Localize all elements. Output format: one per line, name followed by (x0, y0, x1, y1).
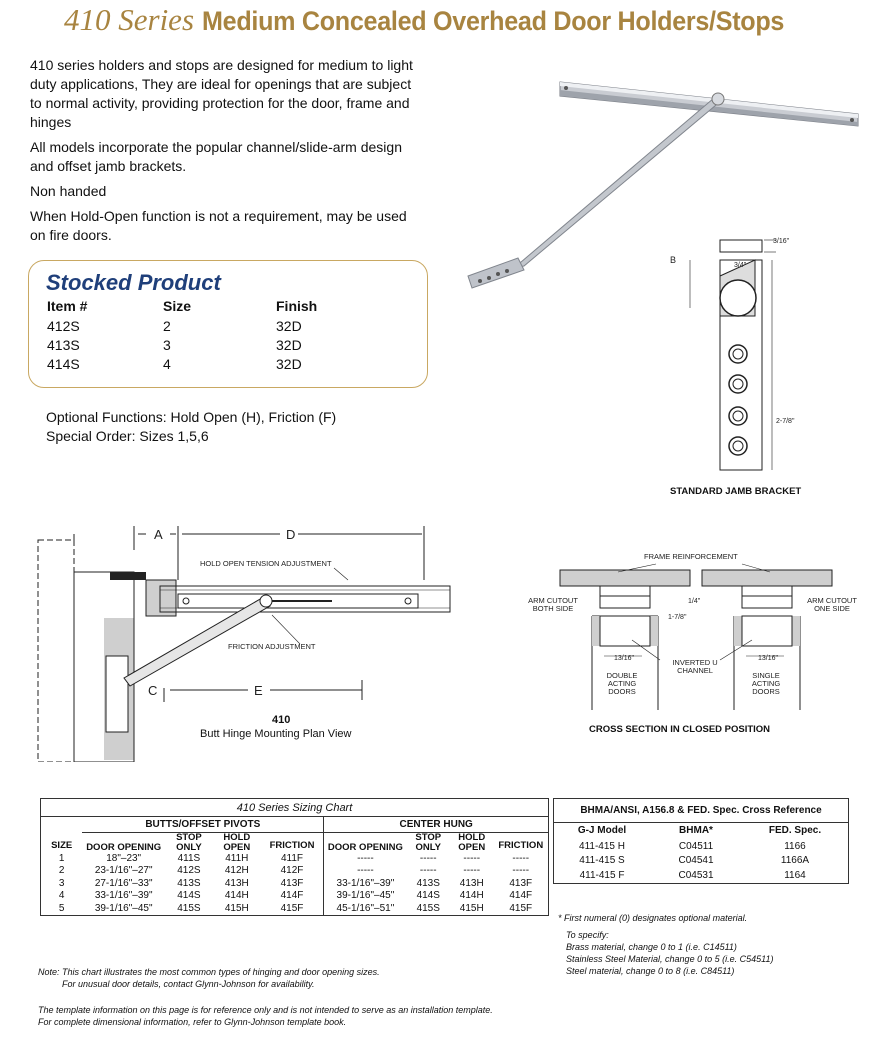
title-main: Medium Concealed Overhead Door Holders/Stops (202, 6, 785, 36)
table-cell: 413H (459, 877, 484, 889)
table-cell: 1166A (780, 855, 810, 866)
table-cell: ----- (419, 852, 437, 864)
table-cell: 33-1/16"–39" (94, 890, 153, 901)
table-cell: 1166 (784, 840, 806, 852)
dim-1-4: 1/4" (688, 598, 701, 605)
table-cell: C04531 (678, 869, 714, 881)
intro-paragraph: Non handed (30, 183, 107, 199)
table-row (554, 840, 848, 855)
col-friction-ch: FRICTION (498, 840, 544, 851)
table-cell: 415H (224, 902, 249, 914)
table-cell: 3 (58, 877, 65, 889)
table-cell: 411F (261, 853, 324, 866)
table-cell: 413H (224, 877, 249, 889)
table-cell: 411-415 S (579, 855, 625, 866)
table-cell: 414S (416, 890, 440, 901)
plan-view-caption: Butt Hinge Mounting Plan View (200, 728, 352, 740)
stainless-line: Stainless Steel Material, change 0 to 5 (i.e. C54511) (566, 954, 774, 964)
table-row (554, 869, 848, 884)
dim-b: B (670, 255, 677, 265)
table-cell: 1 (58, 852, 65, 864)
chart-note-line: Note: This chart illustrates the most common types of hinging and door opening sizes. (38, 967, 380, 977)
inverted-u-channel-label: INVERTED U CHANNEL (672, 658, 718, 675)
table-row (554, 854, 848, 869)
table-cell: 414F (509, 890, 533, 901)
dim-13-16-double: 13/16" (614, 655, 635, 662)
jamb-bracket-drawing (660, 236, 800, 476)
table-cell: 415H (459, 902, 484, 914)
chart-note (38, 966, 380, 990)
table-cell: 39-1/16"–45" (94, 902, 153, 914)
double-acting-label: DOUBLE ACTING DOORS (606, 671, 638, 696)
table-cell: 415F (509, 902, 533, 914)
table-cell: 414H (224, 890, 249, 901)
table-cell: 413F (509, 877, 533, 889)
table-cell: 411-415 H (579, 840, 625, 852)
dim-e: E (254, 683, 263, 698)
table-cell: 413S (416, 877, 440, 889)
table-cell: 415S (177, 902, 201, 914)
table-cell: 414H (459, 890, 484, 901)
table-cell: C04511 (678, 840, 714, 852)
table-cell: ----- (419, 865, 437, 876)
bhma-cross-reference (553, 798, 849, 884)
bhma-note-line: * First numeral (0) designates optional material. (558, 913, 748, 923)
table-cell: 33-1/16"–39" (336, 877, 395, 889)
stock-cell: 32D (276, 318, 302, 334)
intro-paragraph: 410 series holders and stops are designed for medium to light duty applications, They are ideal for openings that are subject to normal activity, providing protection for the door, frame and hinges (30, 57, 413, 130)
table-cell: 413F (261, 878, 324, 891)
table-cell: 45-1/16"–51" (336, 902, 395, 914)
table-row (41, 903, 548, 916)
table-cell: 415F (261, 903, 324, 916)
stock-cell: 4 (163, 356, 171, 372)
stock-cell: 32D (276, 337, 302, 353)
arm-cutout-both-label: ARM CUTOUT BOTH SIDE (528, 596, 578, 613)
table-row (41, 878, 548, 891)
table-cell: 39-1/16"–45" (336, 890, 395, 901)
stocked-product-title: Stocked Product (46, 270, 221, 295)
col-friction: FRICTION (261, 832, 324, 853)
dim-c: C (148, 683, 158, 698)
optional-functions (46, 408, 336, 446)
bhma-col-bhma: BHMA* (679, 825, 713, 836)
table-cell: ----- (512, 865, 530, 876)
group-center-hung: CENTER HUNG (324, 817, 548, 832)
special-order-line: Special Order: Sizes 1,5,6 (46, 428, 209, 444)
cross-section-caption: CROSS SECTION IN CLOSED POSITION (589, 724, 771, 735)
table-row (41, 865, 548, 878)
steel-line: Steel material, change 0 to 8 (i.e. C84511) (566, 966, 735, 976)
page-title (64, 2, 828, 38)
table-cell: 2 (58, 865, 65, 876)
dim-1-7-8: 1-7/8" (668, 614, 687, 621)
col-hold-open: HOLD OPEN (223, 831, 251, 853)
table-cell: 27-1/16"–33" (94, 877, 153, 889)
table-cell: ----- (463, 865, 481, 876)
table-cell: 414F (261, 890, 324, 903)
bhma-table (554, 823, 848, 883)
table-cell: 413S (177, 877, 201, 889)
cross-section-drawing (552, 560, 836, 720)
table-cell: 23-1/16"–27" (94, 865, 153, 876)
table-cell: C04541 (678, 855, 714, 866)
col-size: SIZE (51, 840, 73, 851)
specify-line: To specify: (566, 930, 609, 940)
friction-adjust-label: FRICTION ADJUSTMENT (228, 642, 316, 651)
dim-d: D (286, 527, 296, 542)
optional-line: Optional Functions: Hold Open (H), Friction (F) (46, 409, 337, 425)
table-cell: 415S (416, 902, 440, 914)
table-cell: ----- (512, 852, 530, 864)
dim-a: A (154, 527, 163, 542)
footer-line: For complete dimensional information, refer to Glynn-Johnson template book. (38, 1017, 347, 1027)
table-cell: 412H (224, 865, 249, 876)
table-cell: 5 (58, 902, 65, 914)
table-cell: 411-415 F (579, 869, 625, 881)
intro-paragraph: All models incorporate the popular channel/slide-arm design and offset jamb brackets. (30, 139, 402, 174)
jamb-bracket-caption: STANDARD JAMB BRACKET (670, 486, 802, 497)
table-cell: ----- (357, 865, 374, 876)
footer-note (38, 1004, 493, 1028)
col-stop-only: STOP ONLY (176, 831, 202, 853)
sizing-table (41, 817, 548, 915)
table-cell: ----- (463, 852, 481, 864)
stock-cell: 2 (163, 318, 171, 334)
single-acting-label: SINGLE ACTING DOORS (751, 671, 781, 696)
sizing-chart-caption: 410 Series Sizing Chart (41, 799, 548, 817)
hold-open-adjust-label: HOLD OPEN TENSION ADJUSTMENT (200, 559, 332, 568)
arm-cutout-one-label: ARM CUTOUT ONE SIDE (807, 596, 857, 613)
stock-header-item: Item # (47, 298, 88, 314)
dim-3-4: 3/4" (734, 262, 747, 269)
stock-cell: 3 (163, 337, 171, 353)
chart-note-line: For unusual door details, contact Glynn-Johnson for availability. (62, 979, 315, 989)
dim-3-16: 3/16" (773, 238, 790, 245)
col-door-opening: DOOR OPENING (86, 841, 162, 853)
col-stop-only-ch: STOP ONLY (415, 831, 442, 853)
table-cell: 412F (261, 865, 324, 878)
title-series: 410 Series (64, 2, 195, 37)
dim-2-7-8: 2-7/8" (776, 418, 795, 425)
table-cell: 1164 (784, 869, 806, 881)
bhma-notes (558, 912, 773, 977)
stock-cell: 32D (276, 356, 302, 372)
stock-cell: 412S (47, 318, 80, 334)
table-cell: 4 (58, 890, 65, 901)
col-hold-open-ch: HOLD OPEN (458, 831, 486, 853)
bhma-col-fed: FED. Spec. (768, 825, 822, 836)
table-row (41, 853, 548, 866)
intro-text (30, 56, 425, 251)
table-cell: 414S (177, 890, 201, 901)
table-cell: 411S (177, 852, 201, 864)
plan-view-drawing (30, 520, 460, 762)
bhma-caption: BHMA/ANSI, A156.8 & FED. Spec. Cross Reference (554, 799, 848, 823)
table-cell: 412S (177, 865, 201, 876)
table-cell: 18"–23" (106, 852, 142, 864)
table-row (41, 890, 548, 903)
brass-line: Brass material, change 0 to 1 (i.e. C14511) (566, 942, 737, 952)
footer-line: The template information on this page is for reference only and is not intended to serve as an installation template. (38, 1005, 493, 1015)
dim-13-16-single: 13/16" (758, 655, 779, 662)
plan-view-number: 410 (272, 714, 291, 726)
stock-cell: 413S (47, 337, 80, 353)
table-cell: ----- (357, 852, 374, 864)
frame-reinforcement-label: FRAME REINFORCEMENT (644, 552, 738, 561)
stock-cell: 414S (47, 356, 80, 372)
stock-header-finish: Finish (276, 298, 318, 314)
group-butts-offset: BUTTS/OFFSET PIVOTS (82, 817, 323, 832)
bhma-col-model: G-J Model (577, 825, 627, 836)
col-door-opening-ch: DOOR OPENING (327, 841, 403, 853)
stock-header-size: Size (163, 298, 192, 314)
intro-paragraph: When Hold-Open function is not a requirement, may be used on fire doors. (30, 208, 407, 243)
table-cell: 411H (225, 852, 249, 864)
sizing-chart (40, 798, 549, 916)
